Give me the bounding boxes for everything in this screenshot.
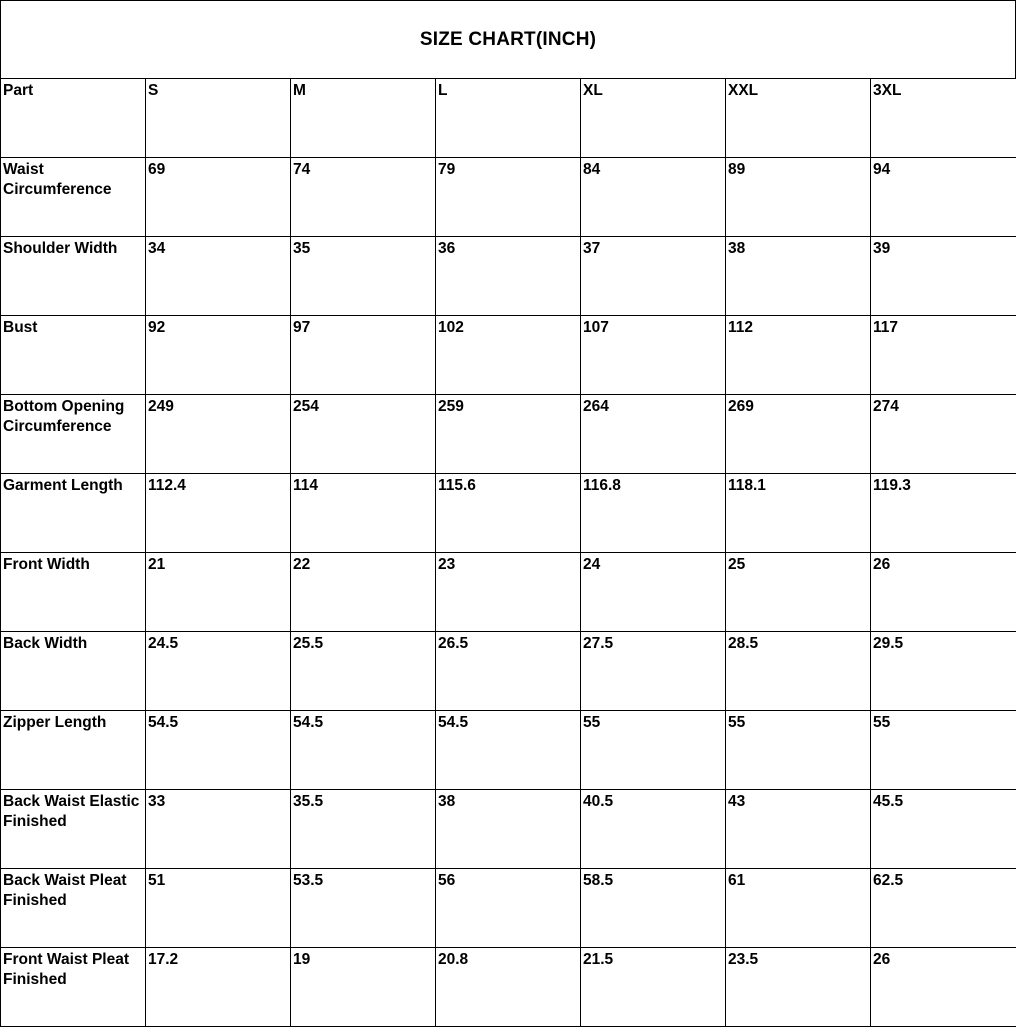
header-row: [1, 79, 1016, 158]
table-row: [1, 237, 1016, 316]
table-row: [1, 790, 1016, 869]
measurement-cell: 37: [581, 237, 726, 316]
measurement-cell: 45.5: [871, 790, 1016, 869]
measurement-cell: 51: [146, 869, 291, 948]
table-row: [1, 711, 1016, 790]
measurement-cell: 249: [146, 395, 291, 474]
table-row: [1, 632, 1016, 711]
measurement-cell: 94: [871, 158, 1016, 237]
measurement-cell: 61: [726, 869, 871, 948]
header-size-cell: M: [291, 79, 436, 158]
measurement-cell: 259: [436, 395, 581, 474]
measurement-cell: 117: [871, 316, 1016, 395]
measurement-cell: 112: [726, 316, 871, 395]
size-table: [0, 78, 1016, 1027]
header-size-cell: XXL: [726, 79, 871, 158]
table-row: [1, 869, 1016, 948]
measurement-cell: 35: [291, 237, 436, 316]
measurement-cell: 29.5: [871, 632, 1016, 711]
measurement-cell: 92: [146, 316, 291, 395]
measurement-cell: 54.5: [436, 711, 581, 790]
measurement-cell: 74: [291, 158, 436, 237]
measurement-cell: 34: [146, 237, 291, 316]
measurement-cell: 26: [871, 553, 1016, 632]
table-row: [1, 948, 1016, 1027]
measurement-cell: 254: [291, 395, 436, 474]
header-part-cell: Part: [1, 79, 146, 158]
part-name-cell: Zipper Length: [1, 711, 146, 790]
measurement-cell: 27.5: [581, 632, 726, 711]
measurement-cell: 21: [146, 553, 291, 632]
part-name-cell: Waist Circumference: [1, 158, 146, 237]
measurement-cell: 69: [146, 158, 291, 237]
measurement-cell: 38: [726, 237, 871, 316]
part-name-cell: Front Waist Pleat Finished: [1, 948, 146, 1027]
measurement-cell: 53.5: [291, 869, 436, 948]
measurement-cell: 84: [581, 158, 726, 237]
measurement-cell: 39: [871, 237, 1016, 316]
measurement-cell: 36: [436, 237, 581, 316]
title-row: [0, 0, 1016, 79]
measurement-cell: 38: [436, 790, 581, 869]
page-title: SIZE CHART(INCH): [420, 29, 596, 51]
measurement-cell: 54.5: [291, 711, 436, 790]
measurement-cell: 97: [291, 316, 436, 395]
measurement-cell: 102: [436, 316, 581, 395]
part-name-cell: Bust: [1, 316, 146, 395]
measurement-cell: 24: [581, 553, 726, 632]
measurement-cell: 58.5: [581, 869, 726, 948]
measurement-cell: 114: [291, 474, 436, 553]
measurement-cell: 274: [871, 395, 1016, 474]
measurement-cell: 21.5: [581, 948, 726, 1027]
measurement-cell: 62.5: [871, 869, 1016, 948]
part-name-cell: Bottom Opening Circumference: [1, 395, 146, 474]
measurement-cell: 26.5: [436, 632, 581, 711]
table-row: [1, 395, 1016, 474]
measurement-cell: 115.6: [436, 474, 581, 553]
measurement-cell: 25: [726, 553, 871, 632]
measurement-cell: 107: [581, 316, 726, 395]
measurement-cell: 54.5: [146, 711, 291, 790]
measurement-cell: 118.1: [726, 474, 871, 553]
measurement-cell: 23.5: [726, 948, 871, 1027]
measurement-cell: 19: [291, 948, 436, 1027]
measurement-cell: 35.5: [291, 790, 436, 869]
measurement-cell: 22: [291, 553, 436, 632]
part-name-cell: Back Waist Pleat Finished: [1, 869, 146, 948]
measurement-cell: 55: [581, 711, 726, 790]
table-row: [1, 474, 1016, 553]
measurement-cell: 43: [726, 790, 871, 869]
measurement-cell: 79: [436, 158, 581, 237]
header-size-cell: L: [436, 79, 581, 158]
measurement-cell: 28.5: [726, 632, 871, 711]
header-size-cell: 3XL: [871, 79, 1016, 158]
measurement-cell: 55: [871, 711, 1016, 790]
measurement-cell: 269: [726, 395, 871, 474]
measurement-cell: 25.5: [291, 632, 436, 711]
measurement-cell: 56: [436, 869, 581, 948]
measurement-cell: 24.5: [146, 632, 291, 711]
measurement-cell: 89: [726, 158, 871, 237]
table-row: [1, 316, 1016, 395]
measurement-cell: 264: [581, 395, 726, 474]
measurement-cell: 23: [436, 553, 581, 632]
part-name-cell: Garment Length: [1, 474, 146, 553]
measurement-cell: 26: [871, 948, 1016, 1027]
table-row: [1, 158, 1016, 237]
table-row: [1, 553, 1016, 632]
measurement-cell: 20.8: [436, 948, 581, 1027]
header-size-cell: S: [146, 79, 291, 158]
measurement-cell: 112.4: [146, 474, 291, 553]
header-size-cell: XL: [581, 79, 726, 158]
part-name-cell: Shoulder Width: [1, 237, 146, 316]
measurement-cell: 17.2: [146, 948, 291, 1027]
measurement-cell: 33: [146, 790, 291, 869]
measurement-cell: 116.8: [581, 474, 726, 553]
measurement-cell: 119.3: [871, 474, 1016, 553]
part-name-cell: Front Width: [1, 553, 146, 632]
part-name-cell: Back Width: [1, 632, 146, 711]
measurement-cell: 40.5: [581, 790, 726, 869]
part-name-cell: Back Waist Elastic Finished: [1, 790, 146, 869]
measurement-cell: 55: [726, 711, 871, 790]
